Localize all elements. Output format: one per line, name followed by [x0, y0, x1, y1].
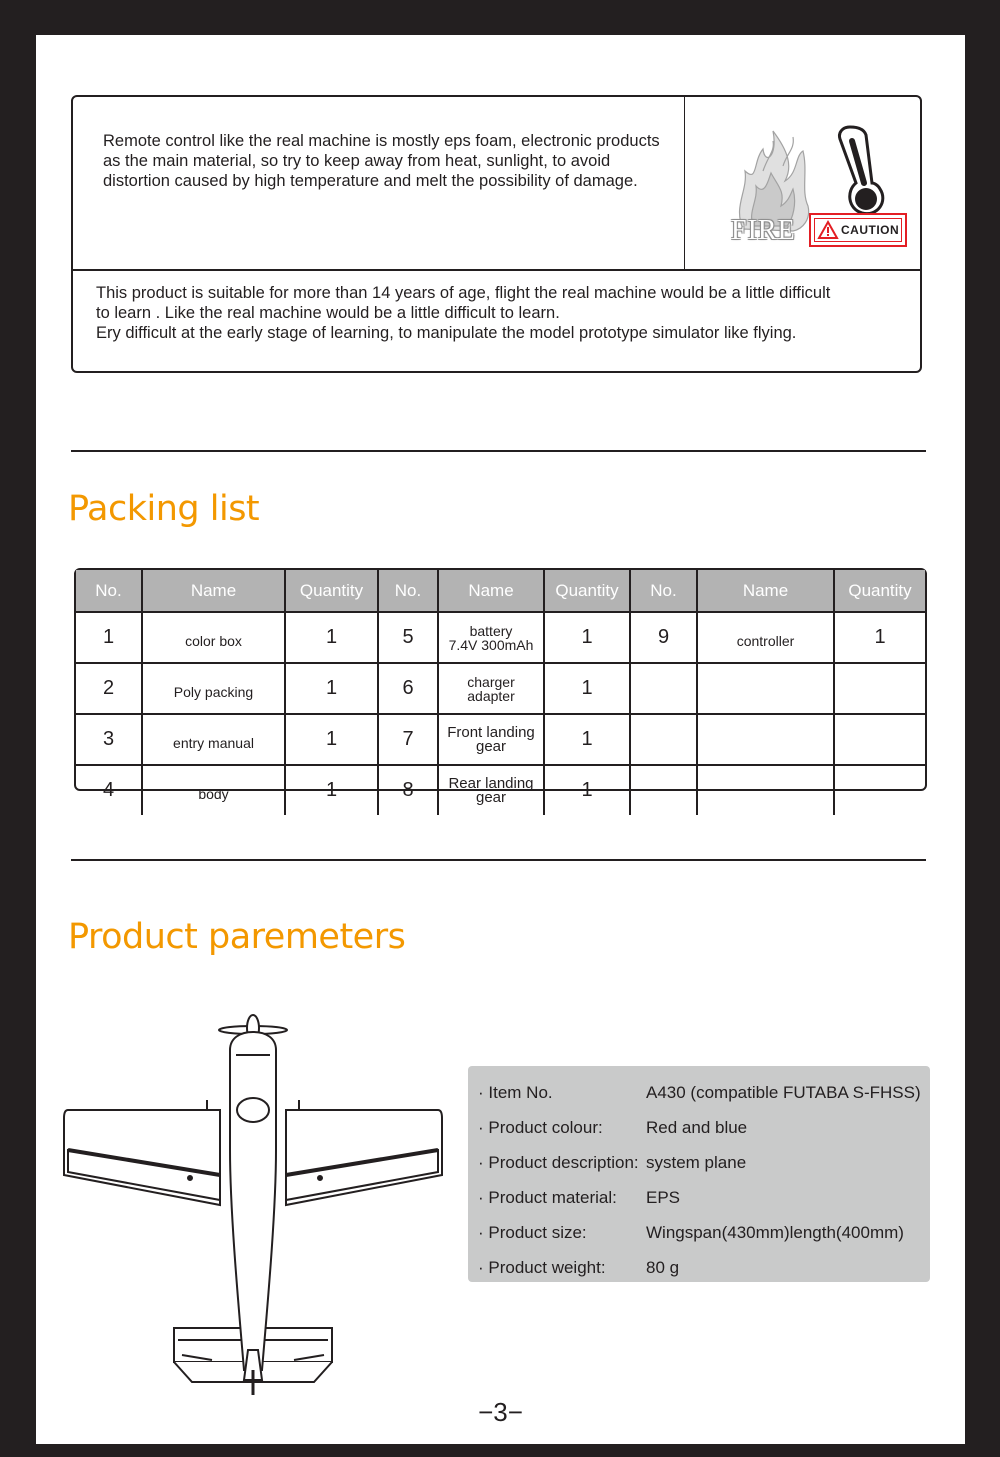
item-quantity: [834, 765, 925, 815]
manual-page: [36, 35, 965, 1444]
caution-text: CAUTION: [841, 223, 900, 237]
packing-list-table: [74, 568, 927, 806]
table-row: [76, 714, 925, 765]
item-name: Poly packing: [142, 663, 285, 714]
age-warning-text: [96, 283, 921, 343]
item-number: [630, 663, 697, 714]
item-number: 3: [76, 714, 142, 765]
item-number: 6: [378, 663, 438, 714]
column-header: Name: [697, 570, 834, 612]
item-quantity: 1: [544, 612, 630, 663]
fire-caution-illustration: [723, 111, 913, 261]
section-divider: [71, 450, 926, 452]
item-name: Front landing gear: [438, 714, 544, 765]
product-parameters-title: Product paremeters: [68, 917, 406, 957]
item-name: charger adapter: [438, 663, 544, 714]
product-parameters-panel: [468, 1066, 930, 1282]
item-name: [697, 714, 834, 765]
item-number: 2: [76, 663, 142, 714]
param-value: EPS: [646, 1188, 681, 1207]
warning-box: [71, 95, 922, 373]
param-value: 80 g: [646, 1258, 680, 1277]
item-number: 1: [76, 612, 142, 663]
packing-list-title: Packing list: [68, 489, 260, 529]
param-label: · Product weight:: [478, 1258, 606, 1277]
param-value: Red and blue: [646, 1118, 748, 1137]
table-row: [76, 765, 925, 815]
table-header-row: [76, 570, 925, 612]
item-name: body: [142, 765, 285, 815]
item-name: [697, 765, 834, 815]
item-quantity: 1: [285, 714, 378, 765]
column-header: No.: [630, 570, 697, 612]
param-label: · Product material:: [478, 1188, 617, 1207]
item-number: [630, 714, 697, 765]
age-warning-line: to learn . Like the real machine would be a little difficult to learn.: [96, 304, 560, 322]
item-quantity: 1: [285, 663, 378, 714]
param-label: · Product description:: [478, 1153, 639, 1172]
table-row: [76, 663, 925, 714]
item-quantity: 1: [544, 714, 630, 765]
age-warning-line: This product is suitable for more than 14 years of age, flight the real machine would be a little difficult: [96, 284, 831, 302]
column-header: Name: [438, 570, 544, 612]
heat-warning-text: Remote control like the real machine is mostly eps foam, electronic products as the main material, so try to keep away from heat, sunlight, to avoid distortion caused by high temperature and melt the possibility of damage.: [103, 132, 660, 190]
item-quantity: 1: [834, 612, 925, 663]
item-number: 9: [630, 612, 697, 663]
param-value: A430 (compatible FUTABA S-FHSS): [646, 1083, 921, 1102]
age-warning-line: Ery difficult at the early stage of learning, to manipulate the model prototype simulator like flying.: [96, 324, 797, 342]
page-number: −3−: [478, 1397, 523, 1427]
column-header: Quantity: [834, 570, 925, 612]
column-header: No.: [76, 570, 142, 612]
item-quantity: [834, 714, 925, 765]
param-value: system plane: [646, 1153, 747, 1172]
item-quantity: [834, 663, 925, 714]
item-name: color box: [142, 612, 285, 663]
item-name: battery 7.4V 300mAh: [438, 612, 544, 663]
table-row: [76, 612, 925, 663]
caution-label-box: [809, 213, 907, 247]
item-quantity: 1: [544, 765, 630, 815]
section-divider: [71, 859, 926, 861]
param-label: · Item No.: [478, 1083, 553, 1102]
item-quantity: 1: [285, 612, 378, 663]
item-number: [630, 765, 697, 815]
item-quantity: 1: [285, 765, 378, 815]
item-name: [697, 663, 834, 714]
item-number: 8: [378, 765, 438, 815]
item-name: controller: [697, 612, 834, 663]
item-name: Rear landing gear: [438, 765, 544, 815]
param-label: · Product size:: [478, 1223, 587, 1242]
item-number: 4: [76, 765, 142, 815]
column-header: No.: [378, 570, 438, 612]
item-number: 5: [378, 612, 438, 663]
column-header: Name: [142, 570, 285, 612]
warning-triangle-icon: [818, 221, 838, 239]
item-name: entry manual: [142, 714, 285, 765]
column-header: Quantity: [544, 570, 630, 612]
airplane-diagram: [62, 1010, 442, 1390]
param-value: Wingspan(430mm)length(400mm): [646, 1223, 904, 1242]
column-header: Quantity: [285, 570, 378, 612]
warning-divider: [684, 97, 685, 269]
fire-word: FIRE: [731, 215, 796, 246]
item-quantity: 1: [544, 663, 630, 714]
param-label: · Product colour:: [478, 1118, 603, 1137]
item-number: 7: [378, 714, 438, 765]
